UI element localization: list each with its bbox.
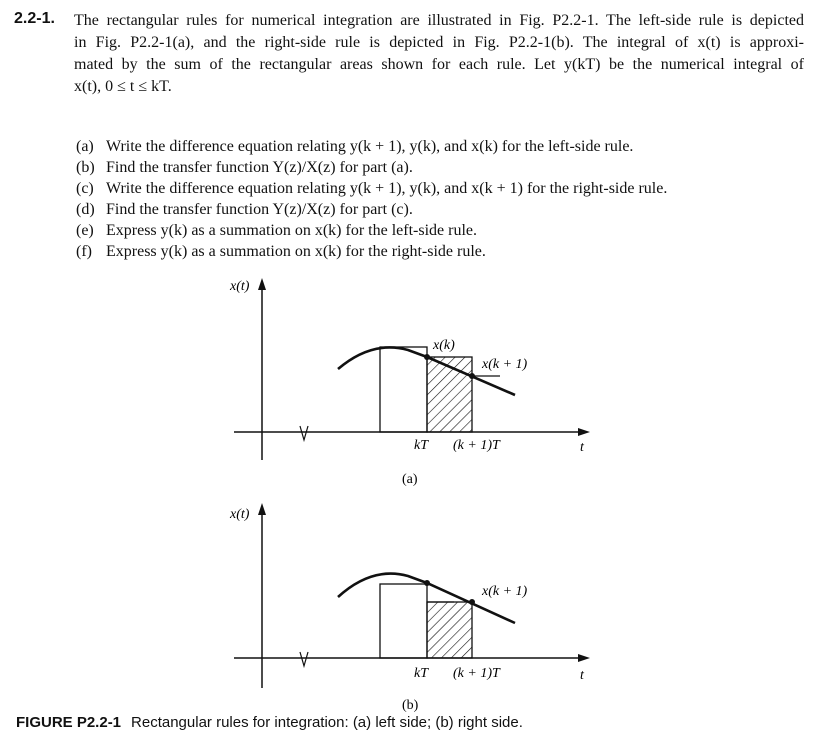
tick-label-kT: kT (414, 666, 428, 681)
intro-line: mated by the sum of the rectangular areas shown for each rule. Let y(kT) be the numerical integral of (74, 56, 804, 73)
axis-break-mark (300, 652, 308, 666)
x-axis-label: t (580, 440, 584, 455)
part-label: (c) (76, 180, 94, 197)
part-label: (d) (76, 201, 95, 218)
hatched-rectangle (427, 357, 472, 432)
tick-label-k1T: (k + 1)T (453, 438, 500, 453)
x-axis-arrow (578, 428, 590, 436)
part-label: (e) (76, 222, 94, 239)
part-text: Write the difference equation relating y(k + 1), y(k), and x(k) for the left-side rule. (106, 138, 634, 155)
y-axis-label: x(t) (230, 507, 250, 522)
sample-label-k: x(k) (433, 338, 455, 353)
sample-label-k1: x(k + 1) (482, 357, 528, 372)
figure-caption (16, 714, 523, 731)
part-text: Find the transfer function Y(z)/X(z) for part (c). (106, 201, 413, 218)
x-axis-label: t (580, 668, 584, 683)
part-text: Write the difference equation relating y(k + 1), y(k), and x(k + 1) for the right-side rule. (106, 180, 668, 197)
y-axis-arrow (258, 503, 266, 515)
part-text: Express y(k) as a summation on x(k) for the left-side rule. (106, 222, 478, 239)
figure-caption-text: Rectangular rules for integration: (a) left side; (b) right side. (131, 714, 523, 731)
sample-point-k (424, 354, 430, 360)
sample-point-k (424, 580, 430, 586)
problem-number: 2.2-1. (14, 10, 55, 27)
hatched-rectangle (427, 602, 472, 658)
figure-caption-number: FIGURE P2.2-1 (16, 714, 122, 731)
sample-point-k1 (469, 373, 475, 379)
part-label: (a) (76, 138, 94, 155)
tick-label-kT: kT (414, 438, 428, 453)
y-axis-label: x(t) (230, 279, 250, 294)
intro-line: x(t), 0 ≤ t ≤ kT. (74, 78, 172, 95)
panel-label-a: (a) (402, 472, 418, 487)
previous-rectangle (380, 584, 427, 658)
previous-rectangle (380, 347, 427, 432)
part-label: (f) (76, 243, 92, 260)
tick-label-k1T: (k + 1)T (453, 666, 500, 681)
part-text: Express y(k) as a summation on x(k) for the right-side rule. (106, 243, 486, 260)
panel-label-b: (b) (402, 698, 419, 713)
part-label: (b) (76, 159, 95, 176)
sample-point-k1 (469, 599, 475, 605)
axis-break-mark (300, 426, 308, 440)
y-axis-arrow (258, 278, 266, 290)
intro-line: in Fig. P2.2-1(a), and the right-side rule is depicted in Fig. P2.2-1(b). The integral of x(t) is approxi- (74, 34, 804, 51)
x-axis-arrow (578, 654, 590, 662)
sample-label-k1: x(k + 1) (482, 584, 528, 599)
intro-line: The rectangular rules for numerical integration are illustrated in Fig. P2.2-1. The left-side rule is depicted (74, 12, 804, 29)
part-text: Find the transfer function Y(z)/X(z) for part (a). (106, 159, 413, 176)
